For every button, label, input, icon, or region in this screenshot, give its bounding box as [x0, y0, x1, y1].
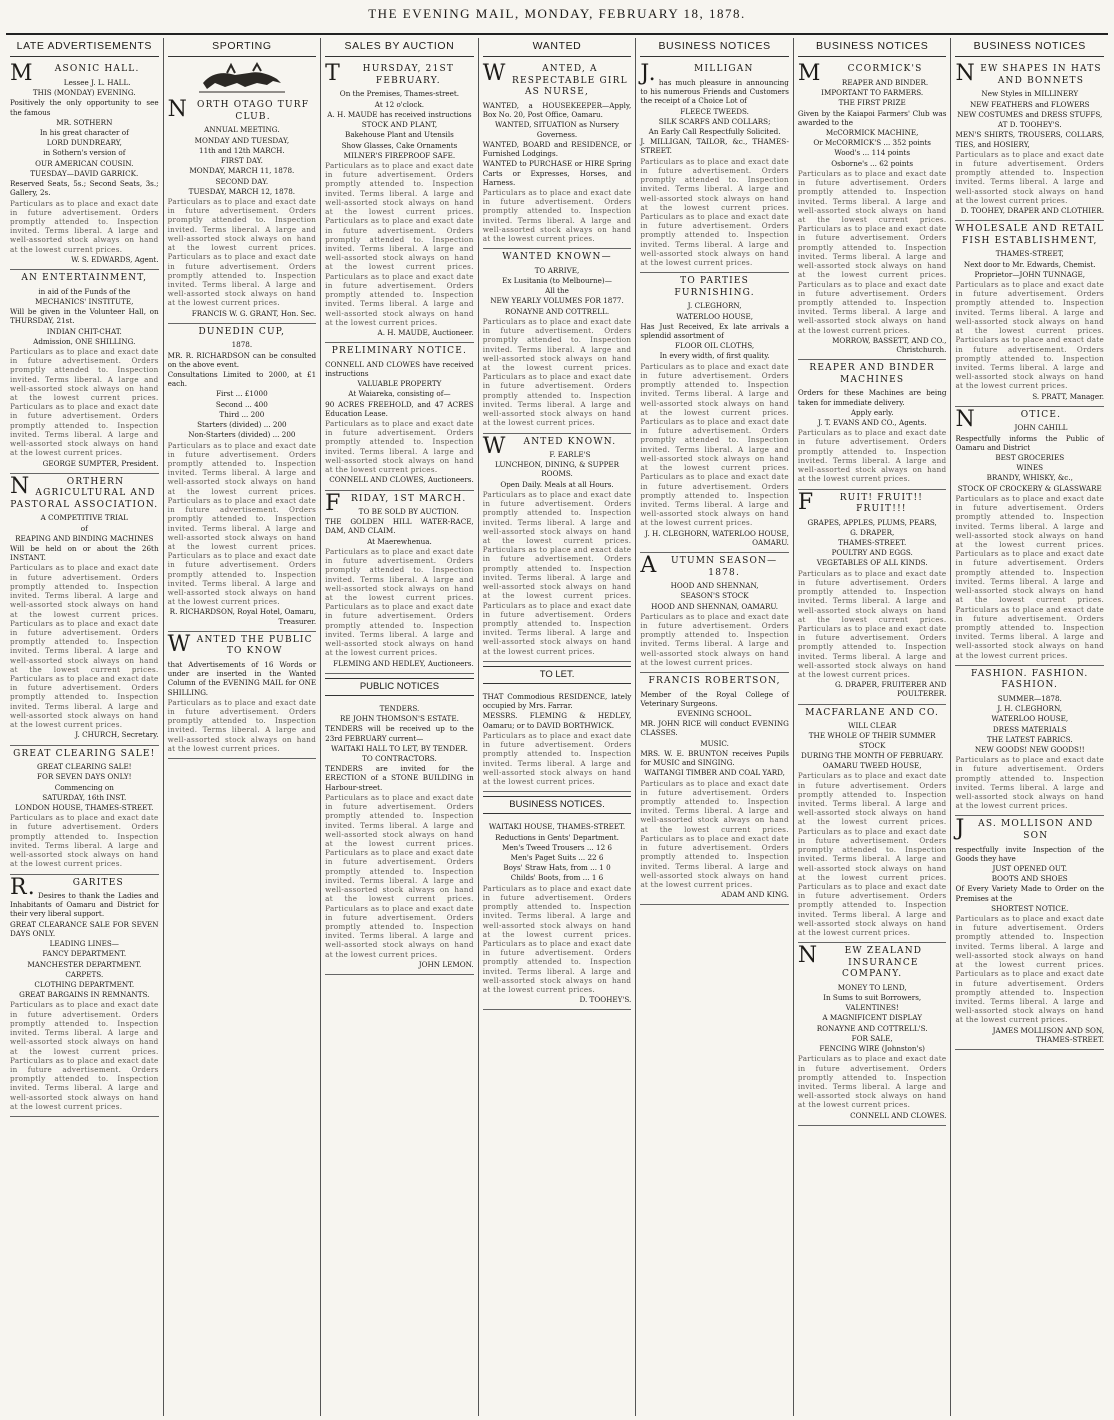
- advertisement-title: NORTHERN AGRICULTURAL AND PASTORAL ASSOCIATION.: [10, 473, 159, 510]
- advertisement-line: OAMARU TWEED HOUSE,: [822, 761, 922, 771]
- advertisement-line: At Waiareka, consisting of—: [348, 389, 451, 399]
- advertisement-line: Wood's ... 114 points: [834, 148, 911, 158]
- body-text-filler: Particulars as to place and exact date in future advertisement. Orders promptly attended to. Inspection invited. Terms liberal. A large and well-assorted stock always on hand at the lowest current prices. Particulars as to place and exact date in future advertisement. Orders promptly attended to. Inspection invited. Terms liberal. A large and well-assorted stock always on hand at the lowest current prices.: [955, 280, 1105, 391]
- advertisement-line: Osborne's ... 62 points: [831, 158, 914, 168]
- advertisement-title: JAS. MOLLISON AND SON: [955, 816, 1094, 842]
- advertisement-line: RE JOHN THOMSON'S ESTATE.: [340, 714, 459, 724]
- advertisement-line: J. MILLIGAN, TAILOR, &c., THAMES-STREET.: [640, 137, 789, 156]
- advertisement-signature: GEORGE SUMPTER, President.: [42, 458, 159, 468]
- advertisement-line: THAT Commodious RESIDENCE, lately occupied by Mrs. Farrar.: [482, 691, 632, 711]
- advertisement-line: JUST OPENED OUT.: [992, 863, 1067, 873]
- advertisement-line: Reserved Seats, 5s.; Second Seats, 3s.; Gallery, 2s.: [10, 179, 159, 198]
- advertisement: [325, 343, 474, 490]
- advertisement-line: TENDERS will be received up to the 23rd FEBRUARY current—: [325, 724, 474, 743]
- advertisement-line: DRESS MATERIALS: [992, 724, 1067, 734]
- advertisement-line: Desires to thank the Ladies and Inhabitants of Oamaru and District for their very liberal support.: [10, 891, 159, 919]
- advertisement: [168, 324, 317, 632]
- advertisement-line: MESSRS. FLEMING & HEDLEY, Oamaru; or to DAVID BORTHWICK.: [482, 711, 632, 730]
- advertisement-line: BOOTS AND SHOES: [991, 874, 1068, 884]
- section-subheading: PUBLIC NOTICES: [325, 678, 474, 696]
- body-text-filler: Particulars as to place and exact date in future advertisement. Orders promptly attended to. Inspection invited. Terms liberal. A large and well-assorted stock always on hand at the lowest current prices. Particulars as to place and exact date in future advertisement. Orders promptly attended to. Inspection invited. Terms liberal. A large and well-assorted stock always on hand at the lowest current prices.: [482, 883, 632, 995]
- advertisement-line: NEW YEARLY VOLUMES FOR 1877.: [490, 296, 624, 306]
- body-text-filler: Particulars as to place and exact date in future advertisement. Orders promptly attended to. Inspection invited. Terms liberal. A large and well-assorted stock always on hand at the lowest current prices.: [10, 813, 159, 869]
- body-text-filler: Particulars as to place and exact date in future advertisement. Orders promptly attended to. Inspection invited. Terms liberal. A large and well-assorted stock always on hand at the lowest current prices. Particulars as to place and exact date in future advertisement. Orders promptly attended to. Inspection invited. Terms liberal. A large and well-assorted stock always on hand at the lowest current prices.: [10, 1000, 159, 1111]
- body-text-filler: Particulars as to place and exact date in future advertisement. Orders promptly attended to. Inspection invited. Terms liberal. A large and well-assorted stock always on hand at the lowest current prices. Particulars as to place and exact date in future advertisement. Orders promptly attended to. Inspection invited. Terms liberal. A large and well-assorted stock always on hand at the lowest current prices.: [797, 568, 947, 680]
- advertisement-line: POULTRY AND EGGS.: [831, 548, 913, 558]
- advertisement: [798, 490, 947, 705]
- advertisement-signature: ADAM AND KING.: [721, 890, 789, 900]
- advertisement-line: New Styles in MILLINERY: [981, 89, 1079, 99]
- advertisement: [955, 816, 1104, 1050]
- advertisement-signature: W. S. EDWARDS, Agent.: [71, 254, 159, 264]
- column-4: [479, 38, 637, 1416]
- advertisement: [10, 61, 159, 270]
- advertisement-line: Or McCORMICK'S ... 352 points: [813, 138, 931, 148]
- advertisement-line: Apply early.: [850, 407, 894, 417]
- advertisement: [955, 61, 1104, 221]
- advertisement-line: F. EARLE'S: [549, 450, 591, 460]
- advertisement-title: WANTED THE PUBLIC TO KNOW: [167, 631, 313, 657]
- advertisement-line: in Sothern's version of: [43, 148, 126, 158]
- advertisement-signature: J. H. CLEGHORN, WATERLOO HOUSE, OAMARU.: [645, 528, 789, 547]
- advertisement-line: FIRST DAY.: [220, 156, 263, 166]
- body-text-filler: Particulars as to place and exact date in future advertisement. Orders promptly attended to. Inspection invited. Terms liberal. A large and well-assorted stock always on hand at the lowest current prices. Particulars as to place and exact date in future advertisement. Orders promptly attended to. Inspection invited. Terms liberal. A large and well-assorted stock always on hand at the lowest current prices.: [325, 546, 474, 658]
- body-text-filler: Particulars as to place and exact date in future advertisement. Orders promptly attended to. Inspection invited. Terms liberal. A large and well-assorted stock always on hand at the lowest current prices. Particulars as to place and exact date in future advertisement. Orders promptly attended to. Inspection invited. Terms liberal. A large and well-assorted stock always on hand at the lowest current prices. Particulars as to place and exact date in future advertisement. Orders promptly attended to. Inspection invited. Terms liberal. A large and well-assorted stock always on hand at the lowest current prices.: [10, 563, 159, 730]
- advertisement-line: Positively the only opportunity to see the famous: [10, 98, 159, 117]
- advertisement-line: At 12 o'clock.: [374, 99, 425, 109]
- advertisement-line: SUMMER—1878.: [997, 693, 1062, 703]
- advertisement-signature: JOHN LEMON.: [418, 959, 474, 969]
- advertisement-line: WATERLOO HOUSE,: [676, 311, 753, 321]
- advertisement-line: Of Every Variety Made to Order on the Premises at the: [955, 884, 1105, 903]
- body-text-filler: Particulars as to place and exact date in future advertisement. Orders promptly attended to. Inspection invited. Terms liberal. A large and well-assorted stock always on hand at the lowest current prices. Particulars as to place and exact date in future advertisement. Orders promptly attended to. Inspection invited. Terms liberal. A large and well-assorted stock always on hand at the lowest current prices. Particulars as to place and exact date in future advertisement. Orders promptly attended to. Inspection invited. Terms liberal. A large and well-assorted stock always on hand at the lowest current prices.: [797, 168, 947, 335]
- advertisement-line: WILL CLEAR: [848, 721, 897, 731]
- advertisement-line: TUESDAY—DAVID GARRICK.: [30, 168, 139, 178]
- advertisement: [483, 249, 632, 433]
- advertisement-line: respectfully invite Inspection of the Goods they have: [955, 844, 1105, 863]
- column-3: [321, 38, 479, 1416]
- advertisement-line: WINES: [1016, 463, 1044, 473]
- advertisement-line: G. DRAPER,: [850, 527, 895, 537]
- advertisement-line: that Advertisements of 16 Words or under are inserted in the Wanted Column of the EVENING MAIL for ONE SHILLING.: [167, 659, 317, 697]
- advertisement-line: LORD DUNDREARY,: [46, 138, 122, 148]
- advertisement-title: J.MILLIGAN: [640, 61, 754, 87]
- masthead: THE EVENING MAIL, MONDAY, FEBRUARY 18, 1878.: [368, 6, 746, 21]
- advertisement-line: LUNCHEON, DINING, & SUPPER ROOMS.: [494, 460, 620, 479]
- advertisement-line: 90 ACRES FREEHOLD, and 47 ACRES Education Lease.: [325, 399, 474, 418]
- advertisement-line: MR. SOTHERN: [56, 117, 113, 127]
- advertisement-line: Next door to Mr. Edwards, Chemist.: [963, 259, 1096, 269]
- advertisement-line: STOCK OF CROCKERY & GLASSWARE: [957, 483, 1102, 493]
- advertisement-title: THURSDAY, 21ST FEBRUARY.: [325, 61, 455, 87]
- advertisement-line: WANTED, a HOUSEKEEPER—Apply, Box No. 20, Post Office, Oamaru.: [482, 100, 632, 120]
- advertisement-line: Commencing on: [54, 782, 114, 792]
- advertisement-title: FRIDAY, 1ST MARCH.: [325, 490, 467, 516]
- advertisement-signature: CONNELL AND CLOWES.: [850, 1110, 947, 1120]
- advertisement-signature: CONNELL AND CLOWES, Auctioneers.: [329, 475, 474, 485]
- advertisement-line: GREAT CLEARANCE SALE FOR SEVEN DAYS ONLY.: [10, 919, 159, 938]
- advertisement-line: ANNUAL MEETING.: [204, 125, 280, 135]
- advertisement-line: Men's Tweed Trousers ... 12 6: [502, 842, 612, 852]
- advertisement-line: IMPORTANT TO FARMERS.: [821, 88, 924, 98]
- advertisement-line: VALUABLE PROPERTY: [357, 379, 442, 389]
- advertisement-line: Second ... 400: [215, 399, 268, 409]
- advertisement-line: SILK SCARFS AND COLLARS;: [658, 116, 771, 126]
- advertisement-line: REAPING AND BINDING MACHINES: [15, 533, 154, 543]
- advertisement-line: Lessee J. L. HALL.: [63, 77, 131, 87]
- advertisement-line: JOHN CAHILL: [1014, 423, 1068, 433]
- advertisement-line: Consultations Limited to 2000, at £1 each.: [167, 370, 317, 389]
- advertisement-line: TENDERS.: [379, 703, 420, 713]
- advertisement-title: NEW SHAPES IN HATS AND BONNETS: [955, 61, 1102, 87]
- body-text-filler: Particulars as to place and exact date in future advertisement. Orders promptly attended to. Inspection invited. Terms liberal. A large and well-assorted stock always on hand at the lowest current prices.: [797, 1054, 947, 1110]
- advertisement-title: WANTED KNOWN—: [502, 252, 612, 263]
- advertisement-line: TO BE SOLD BY AUCTION.: [358, 507, 459, 517]
- advertisement-line: HOOD AND SHENNAN, OAMARU.: [651, 601, 779, 611]
- body-text-filler: Particulars as to place and exact date in future advertisement. Orders promptly attended to. Inspection invited. Terms liberal. A large and well-assorted stock always on hand at the lowest current prices. Particulars as to place and exact date in future advertisement. Orders promptly attended to. Inspection invited. Terms liberal. A large and well-assorted stock always on hand at the lowest current prices.: [482, 316, 632, 428]
- body-text-filler: Particulars as to place and exact date in future advertisement. Orders promptly attended to. Inspection invited. Terms liberal. A large and well-assorted stock always on hand at the lowest current prices.: [482, 187, 632, 244]
- advertisement-line: TUESDAY, MARCH 12, 1878.: [188, 186, 296, 196]
- advertisement-line: THE LATEST FABRICS.: [986, 734, 1073, 744]
- column-heading: BUSINESS NOTICES: [640, 38, 789, 57]
- advertisement-title: AN ENTERTAINMENT,: [21, 273, 148, 284]
- advertisement: [955, 666, 1104, 817]
- advertisement-line: FLOOR OIL CLOTHS,: [674, 341, 755, 351]
- advertisement-line: 1878.: [231, 340, 253, 350]
- advertisement: [798, 61, 947, 360]
- advertisement-line: FOR SEVEN DAYS ONLY!: [37, 772, 132, 782]
- column-7: [951, 38, 1108, 1416]
- advertisement-line: TO CONTRACTORS.: [362, 754, 437, 763]
- advertisement-line: WAITAKI HALL TO LET, BY TENDER.: [330, 743, 468, 753]
- advertisement: [955, 221, 1104, 407]
- advertisement-line: Proprietor—JOHN TUNNAGE,: [974, 269, 1086, 279]
- advertisement-line: Boys' Straw Hats, from ... 1 0: [503, 863, 611, 873]
- body-text-filler: Particulars as to place and exact date in future advertisement. Orders promptly attended to. Inspection invited. Terms liberal. A large and well-assorted stock always on hand at the lowest current prices. Particulars as to place and exact date in future advertisement. Orders promptly attended to. Inspection invited. Terms liberal. A large and well-assorted stock always on hand at the lowest current prices.: [640, 778, 789, 889]
- advertisement-line: J. T. EVANS AND CO., Agents.: [817, 417, 927, 427]
- advertisement-line: SECOND DAY.: [215, 176, 269, 186]
- advertisement-title: MASONIC HALL.: [10, 61, 140, 87]
- body-text-filler: Particulars as to place and exact date in future advertisement. Orders promptly attended to. Inspection invited. Terms liberal. A large and well-assorted stock always on hand at the lowest current prices. Particulars as to place and exact date in future advertisement. Orders promptly attended to. Inspection invited. Terms liberal. A large and well-assorted stock always on hand at the lowest current prices. Particulars as to place and exact date in future advertisement. Orders promptly attended to. Inspection invited. Terms liberal. A large and well-assorted stock always on hand at the lowest current prices.: [325, 792, 474, 959]
- advertisement-line: CLOTHING DEPARTMENT.: [34, 979, 135, 989]
- advertisement-line: THE GOLDEN HILL WATER-RACE, DAM, AND CLAIM.: [325, 517, 474, 536]
- advertisement: [640, 273, 789, 553]
- body-text-filler: Particulars as to place and exact date in future advertisement. Orders promptly attended to. Inspection invited. Terms liberal. A large and well-assorted stock always on hand at the lowest current prices. Particulars as to place and exact date in future advertisement. Orders promptly attended to. Inspection invited. Terms liberal. A large and well-assorted stock always on hand at the lowest current prices. Particulars as to place and exact date in future advertisement. Orders promptly attended to. Inspection invited. Terms liberal. A large and well-assorted stock always on hand at the lowest current prices.: [640, 361, 789, 528]
- advertisement-line: CONNELL AND CLOWES have received instructions: [325, 359, 474, 378]
- advertisement-signature: A. H. MAUDE, Auctioneer.: [377, 327, 474, 337]
- advertisement-line: SATURDAY, 16th INST.: [42, 792, 127, 802]
- advertisement: [10, 474, 159, 746]
- body-text-filler: Particulars as to place and exact date in future advertisement. Orders promptly attended to. Inspection invited. Terms liberal. A large and well-assorted stock always on hand at the lowest current prices.: [167, 697, 317, 753]
- advertisement-line: BEST GROCERIES: [995, 453, 1065, 463]
- advertisement-signature: J. CHURCH, Secretary.: [75, 730, 159, 740]
- advertisement: [10, 746, 159, 875]
- advertisement-signature: G. DRAPER, FRUITERER AND POULTERER.: [835, 680, 947, 699]
- advertisement-title: DUNEDIN CUP,: [198, 326, 286, 337]
- advertisement-title: NOTICE.: [955, 406, 1062, 432]
- advertisement: [325, 61, 474, 343]
- advertisement-line: MR. R. RICHARDSON can be consulted on the above event.: [167, 350, 317, 369]
- advertisement-line: J. CLEGHORN,: [687, 301, 742, 311]
- advertisement-line: Bakehouse Plant and Utensils: [345, 130, 454, 140]
- advertisement-line: MONDAY, MARCH 11, 1878.: [189, 166, 295, 176]
- advertisement-line: LEADING LINES—: [49, 939, 119, 949]
- advertisement-line: Third ... 200: [219, 409, 265, 419]
- racehorse-illustration-icon: [168, 61, 317, 95]
- advertisement-line: Admission, ONE SHILLING.: [33, 336, 136, 346]
- advertisement-line: THE WHOLE OF THEIR SUMMER STOCK: [808, 731, 936, 750]
- advertisement-title: NEW ZEALAND INSURANCE COMPANY.: [797, 943, 923, 980]
- advertisement-title: WANTED, A RESPECTABLE GIRL AS NURSE,: [482, 61, 628, 98]
- column-6: [794, 38, 952, 1416]
- advertisement-line: EVENING SCHOOL.: [677, 709, 752, 718]
- advertisement-line: MILNER'S FIREPROOF SAFE.: [343, 150, 456, 160]
- advertisement-line: GREAT BARGAINS IN REMNANTS.: [19, 990, 150, 1000]
- body-text-filler: Particulars as to place and exact date in future advertisement. Orders promptly attended to. Inspection invited. Terms liberal. A large and well-assorted stock always on hand at the lowest current prices. Particulars as to place and exact date in future advertisement. Orders promptly attended to. Inspection invited. Terms liberal. A large and well-assorted stock always on hand at the lowest current prices.: [10, 346, 159, 458]
- advertisement-line: STOCK AND PLANT,: [361, 120, 438, 130]
- advertisement-line: In Sums to suit Borrowers,: [823, 993, 922, 1003]
- advertisement-line: HOOD AND SHENNAN,: [670, 581, 759, 591]
- advertisement-title: PRELIMINARY NOTICE.: [331, 346, 468, 357]
- column-heading: SPORTING: [168, 38, 317, 57]
- advertisement: [640, 61, 789, 273]
- advertisement-line: WANTED to PURCHASE or HIRE Spring Carts or Expresses, Horses, and Harness.: [482, 159, 632, 187]
- advertisement: [798, 360, 947, 489]
- advertisement-line: MECHANICS' INSTITUTE,: [35, 296, 134, 306]
- advertisement-line: Starters (divided) ... 200: [197, 420, 287, 430]
- advertisement-line: Will be given in the Volunteer Hall, on THURSDAY, 21st.: [10, 307, 159, 326]
- advertisement-line: THAMES-STREET.: [838, 537, 907, 547]
- advertisement-line: THIS (MONDAY) EVENING.: [32, 88, 136, 98]
- advertisement-line: Childs' Boots, from ... 1 6: [510, 873, 604, 883]
- advertisement-line: In every width, of first quality.: [659, 351, 770, 361]
- advertisement-title: FASHION. FASHION. FASHION.: [971, 668, 1089, 691]
- advertisement-line: WAITANGI TIMBER AND COAL YARD,: [644, 768, 785, 778]
- advertisement-line: THAMES-STREET,: [995, 249, 1064, 259]
- advertisement-line: MEN'S SHIRTS, TROUSERS, COLLARS, TIES, and HOSIERY,: [955, 130, 1105, 149]
- advertisement-line: FLEECE TWEEDS.: [680, 106, 749, 116]
- column-heading: BUSINESS NOTICES: [798, 38, 947, 57]
- section-subheading: BUSINESS NOTICES.: [483, 796, 632, 814]
- advertisement-line: TENDERS are invited for the ERECTION of a STONE BUILDING in Harbour-street.: [325, 764, 474, 792]
- advertisement: [483, 818, 632, 1010]
- advertisement: [483, 61, 632, 249]
- advertisement-line: RONAYNE AND COTTRELL.: [504, 306, 610, 316]
- advertisement-title: NORTH OTAGO TURF CLUB.: [167, 97, 310, 123]
- body-text-filler: Particulars as to place and exact date in future advertisement. Orders promptly attended to. Inspection invited. Terms liberal. A large and well-assorted stock always on hand at the lowest current prices.: [955, 755, 1105, 811]
- advertisement: [10, 270, 159, 474]
- body-text-filler: Particulars as to place and exact date in future advertisement. Orders promptly attended to. Inspection invited. Terms liberal. A large and well-assorted stock always on hand at the lowest current prices. Particulars as to place and exact date in future advertisement. Orders promptly attended to. Inspection invited. Terms liberal. A large and well-assorted stock always on hand at the lowest current prices.: [640, 156, 789, 268]
- advertisement-line: All the: [545, 286, 569, 296]
- advertisement-line: Respectfully informs the Public of Oamaru and District: [955, 433, 1105, 452]
- advertisement: [325, 700, 474, 975]
- body-text-filler: Particulars as to place and exact date in future advertisement. Orders promptly attended to. Inspection invited. Terms liberal. A large and well-assorted stock always on hand at the lowest current prices.: [10, 198, 159, 254]
- advertisement-line: SHORTEST NOTICE.: [991, 903, 1069, 913]
- advertisement-title: MACFARLANE AND CO.: [805, 707, 940, 718]
- advertisement-line: Reductions in Gents' Department.: [495, 832, 619, 842]
- advertisement-line: FENCING WIRE (Johnston's): [819, 1044, 925, 1054]
- advertisement-title: FRUIT! FRUIT!! FRUIT!!!: [797, 489, 924, 515]
- advertisement: [640, 673, 789, 905]
- advertisement: [640, 553, 789, 673]
- body-text-filler: Particulars as to place and exact date in future advertisement. Orders promptly attended to. Inspection invited. Terms liberal. A large and well-assorted stock always on hand at the lowest current prices. Particulars as to place and exact date in future advertisement. Orders promptly attended to. Inspection invited. Terms liberal. A large and well-assorted stock always on hand at the lowest current prices. Particulars as to place and exact date in future advertisement. Orders promptly attended to. Inspection invited. Terms liberal. A large and well-assorted stock always on hand at the lowest current prices.: [955, 493, 1105, 660]
- advertisement-line: J. H. CLEGHORN,: [997, 704, 1063, 714]
- advertisement-line: NEW FEATHERS and FLOWERS: [969, 99, 1090, 109]
- advertisement-line: VALENTINES!: [845, 1003, 899, 1013]
- advertisement-line: A MAGNIFICENT DISPLAY: [822, 1013, 922, 1023]
- body-text-filler: Particulars as to place and exact date in future advertisement. Orders promptly attended to. Inspection invited. Terms liberal. A large and well-assorted stock always on hand at the lowest current prices.: [482, 730, 632, 786]
- advertisement-line: WANTED, BOARD and RESIDENCE, or Furnished Lodgings.: [482, 139, 632, 159]
- advertisement-line: OUR AMERICAN COUSIN.: [35, 158, 134, 168]
- advertisement: [955, 407, 1104, 666]
- masthead-rule: [6, 33, 1108, 35]
- column-heading: SALES BY AUCTION: [325, 38, 474, 57]
- advertisement-line: GRAPES, APPLES, PLUMS, PEARS,: [807, 517, 937, 527]
- advertisement-title: WHOLESALE AND RETAIL FISH ESTABLISHMENT,: [955, 224, 1104, 246]
- advertisement-line: A. H. MAUDE has received instructions: [327, 109, 472, 119]
- advertisement-line: AT D. TOOHEY'S.: [997, 120, 1062, 130]
- advertisement-line: Has Just Received, Ex late arrivals a splendid assortment of: [640, 321, 789, 341]
- advertisement-line: WANTED, SITUATION as Nursery Governess.: [495, 120, 619, 139]
- advertisement-signature: D. TOOHEY, DRAPER AND CLOTHIER.: [960, 206, 1105, 216]
- advertisement: [168, 632, 317, 759]
- advertisement-line: SEASON'S STOCK: [680, 591, 749, 601]
- advertisement-line: MONDAY AND TUESDAY,: [194, 135, 290, 145]
- column-5: [636, 38, 794, 1416]
- advertisement-line: At Maerewhenua.: [367, 536, 432, 546]
- advertisement-signature: D. TOOHEY'S.: [579, 995, 632, 1005]
- advertisement-line: REAPER AND BINDER.: [841, 77, 929, 87]
- advertisement-signature: FLEMING AND HEDLEY, Auctioneers.: [333, 658, 474, 668]
- advertisement-line: First ... £1000: [216, 389, 268, 399]
- advertisement-line: Member of the Royal College of Veterinary Surgeons.: [640, 689, 789, 708]
- advertisement-line: TO ARRIVE,: [534, 265, 580, 275]
- advertisement-line: Open Daily. Meals at all Hours.: [500, 479, 614, 489]
- advertisement-line: WAITAKI HOUSE, THAMES-STREET.: [488, 822, 626, 832]
- section-subheading: TO LET.: [483, 666, 632, 684]
- body-text-filler: Particulars as to place and exact date in future advertisement. Orders promptly attended to. Inspection invited. Terms liberal. A large and well-assorted stock always on hand at the lowest current prices. Particulars as to place and exact date in future advertisement. Orders promptly attended to. Inspection invited. Terms liberal. A large and well-assorted stock always on hand at the lowest current prices.: [167, 197, 317, 308]
- advertisement-line: On the Premises, Thames-street.: [339, 89, 460, 99]
- advertisement: [483, 688, 632, 792]
- advertisement-signature: FRANCIS W. G. GRANT, Hon. Sec.: [191, 308, 317, 318]
- advertisement-line: Non-Starters (divided) ... 200: [188, 430, 296, 440]
- column-heading: LATE ADVERTISEMENTS: [10, 38, 159, 57]
- body-text-filler: Particulars as to place and exact date in future advertisement. Orders promptly attended to. Inspection invited. Terms liberal. A large and well-assorted stock always on hand at the lowest current prices. Particulars as to place and exact date in future advertisement. Orders promptly attended to. Inspection invited. Terms liberal. A large and well-assorted stock always on hand at the lowest current prices. Particulars as to place and exact date in future advertisement. Orders promptly attended to. Inspection invited. Terms liberal. A large and well-assorted stock always on hand at the lowest current prices.: [797, 771, 947, 938]
- body-text-filler: Particulars as to place and exact date in future advertisement. Orders promptly attended to. Inspection invited. Terms liberal. A large and well-assorted stock always on hand at the lowest current prices. Particulars as to place and exact date in future advertisement. Orders promptly attended to. Inspection invited. Terms liberal. A large and well-assorted stock always on hand at the lowest current prices. Particulars as to place and exact date in future advertisement. Orders promptly attended to. Inspection invited. Terms liberal. A large and well-assorted stock always on hand at the lowest current prices.: [482, 489, 632, 656]
- advertisement-title: R.GARITES: [10, 874, 124, 900]
- advertisement-line: RONAYNE AND COTTRELL'S.: [816, 1023, 928, 1033]
- advertisement-line: In his great character of: [39, 128, 129, 138]
- advertisement-line: BRANDY, WHISKY, &c.,: [986, 473, 1073, 483]
- advertisement-line: FOR SALE,: [851, 1033, 893, 1043]
- body-text-filler: Particulars as to place and exact date in future advertisement. Orders promptly attended to. Inspection invited. Terms liberal. A large and well-assorted stock always on hand at the lowest current prices.: [325, 418, 474, 475]
- column-heading: WANTED: [483, 38, 632, 57]
- advertisement-line: McCORMICK MACHINE,: [825, 128, 919, 138]
- body-text-filler: Particulars as to place and exact date in future advertisement. Orders promptly attended to. Inspection invited. Terms liberal. A large and well-assorted stock always on hand at the lowest current prices.: [797, 428, 947, 484]
- advertisement-line: Men's Paget Suits ... 22 6: [510, 852, 604, 862]
- advertisement-line: MUSIC.: [700, 738, 729, 748]
- advertisement-title: GREAT CLEARING SALE!: [13, 748, 156, 759]
- advertisement-title: REAPER AND BINDER MACHINES: [809, 363, 935, 385]
- advertisement-line: Will be held on or about the 26th INSTANT.: [10, 543, 159, 563]
- advertisement-line: Ex Lusitania (to Melbourne)—: [502, 276, 612, 285]
- advertisement-line: An Early Call Respectfully Solicited.: [648, 127, 781, 137]
- advertisement-line: MRS. W. E. BRUNTON receives Pupils for MUSIC and SINGING.: [640, 748, 789, 768]
- advertisement-line: of: [80, 523, 88, 533]
- advertisement-signature: MORROW, BASSETT, AND CO., Christchurch.: [832, 335, 947, 355]
- advertisement-line: Orders for these Machines are being taken for immediate delivery.: [797, 388, 947, 407]
- advertisement-title: TO PARTIES FURNISHING.: [674, 276, 755, 298]
- advertisement-line: DURING THE MONTH OF FEBRUARY.: [801, 750, 944, 760]
- advertisement-line: VEGETABLES OF ALL KINDS.: [816, 558, 928, 568]
- advertisement-line: MONEY TO LEND,: [837, 982, 907, 992]
- body-text-filler: Particulars as to place and exact date in future advertisement. Orders promptly attended to. Inspection invited. Terms liberal. A large and well-assorted stock always on hand at the lowest current prices.: [955, 149, 1105, 205]
- advertisement-signature: JAMES MOLLISON AND SON, THAMES-STREET.: [992, 1025, 1105, 1044]
- advertisement-signature: R. RICHARDSON, Royal Hotel, Oamaru, Treasurer.: [169, 607, 317, 626]
- advertisement-line: FANCY DEPARTMENT.: [42, 949, 127, 959]
- advertisement-line: INDIAN CHIT-CHAT.: [46, 326, 122, 336]
- advertisement-title: AUTUMN SEASON—1878.: [640, 553, 778, 579]
- advertisement-line: 11th and 12th MARCH.: [199, 145, 285, 155]
- column-2: [164, 38, 322, 1416]
- body-text-filler: Particulars as to place and exact date in future advertisement. Orders promptly attended to. Inspection invited. Terms liberal. A large and well-assorted stock always on hand at the lowest current prices. Particulars as to place and exact date in future advertisement. Orders promptly attended to. Inspection invited. Terms liberal. A large and well-assorted stock always on hand at the lowest current prices.: [955, 914, 1105, 1025]
- advertisement-title: MCCORMICK'S: [797, 61, 923, 87]
- advertisement-line: GREAT CLEARING SALE!: [37, 762, 132, 772]
- advertisement-title: WANTED KNOWN.: [482, 433, 617, 459]
- advertisement-line: Show Glasses, Cake Ornaments: [341, 140, 458, 150]
- advertisement-line: has much pleasure in announcing to his numerous Friends and Customers the receipt of a Choice Lot of: [640, 77, 789, 106]
- advertisement-line: MANCHESTER DEPARTMENT.: [27, 959, 142, 969]
- body-text-filler: Particulars as to place and exact date in future advertisement. Orders promptly attended to. Inspection invited. Terms liberal. A large and well-assorted stock always on hand at the lowest current prices.: [640, 611, 789, 667]
- advertisement: [168, 97, 317, 323]
- column-heading: BUSINESS NOTICES: [955, 38, 1104, 57]
- body-text-filler: Particulars as to place and exact date in future advertisement. Orders promptly attended to. Inspection invited. Terms liberal. A large and well-assorted stock always on hand at the lowest current prices. Particulars as to place and exact date in future advertisement. Orders promptly attended to. Inspection invited. Terms liberal. A large and well-assorted stock always on hand at the lowest current prices. Particulars as to place and exact date in future advertisement. Orders promptly attended to. Inspection invited. Terms liberal. A large and well-assorted stock always on hand at the lowest current prices.: [167, 440, 317, 607]
- advertisement: [798, 705, 947, 944]
- advertisement-line: NEW GOODS! NEW GOODS!!: [974, 744, 1085, 754]
- columns: [6, 38, 1108, 1416]
- advertisement-line: THE FIRST PRIZE: [838, 98, 906, 108]
- advertisement: [483, 434, 632, 662]
- advertisement-line: A COMPETITIVE TRIAL: [40, 513, 128, 523]
- advertisement-signature: S. PRATT, Manager.: [1032, 391, 1105, 401]
- advertisement-line: NEW COSTUMES and DRESS STUFFS,: [957, 109, 1103, 119]
- advertisement: [325, 491, 474, 674]
- advertisement: [10, 875, 159, 1118]
- advertisement-line: WATERLOO HOUSE,: [991, 714, 1069, 724]
- advertisement: [798, 943, 947, 1126]
- advertisement-line: in aid of the Funds of the: [38, 286, 131, 296]
- column-1: [6, 38, 164, 1416]
- advertisement-line: LONDON HOUSE, THAMES-STREET.: [15, 802, 154, 812]
- advertisement-line: CARPETS.: [65, 969, 104, 979]
- advertisement-line: MR. JOHN RICE will conduct EVENING CLASSES.: [640, 719, 789, 738]
- advertisement-line: Given by the Kaiapoi Farmers' Club was awarded to the: [797, 108, 947, 127]
- advertisement-title: FRANCIS ROBERTSON,: [648, 676, 781, 687]
- body-text-filler: Particulars as to place and exact date in future advertisement. Orders promptly attended to. Inspection invited. Terms liberal. A large and well-assorted stock always on hand at the lowest current prices. Particulars as to place and exact date in future advertisement. Orders promptly attended to. Inspection invited. Terms liberal. A large and well-assorted stock always on hand at the lowest current prices. Particulars as to place and exact date in future advertisement. Orders promptly attended to. Inspection invited. Terms liberal. A large and well-assorted stock always on hand at the lowest current prices.: [325, 161, 474, 327]
